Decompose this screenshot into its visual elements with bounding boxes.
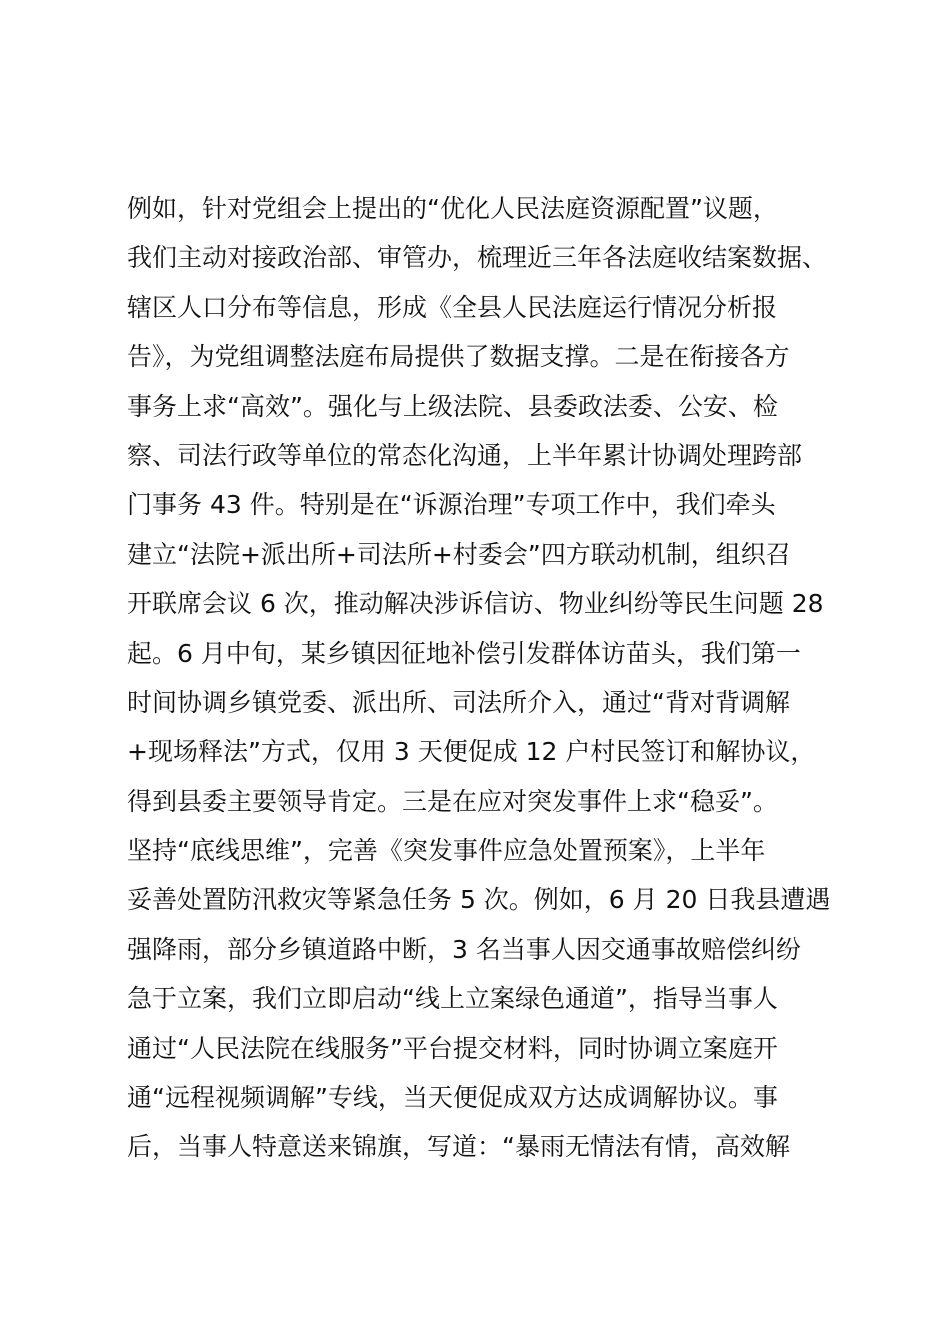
- text-line: 通过“人民法院在线服务”平台提交材料，同时协调立案庭开: [127, 1033, 778, 1063]
- text-line: 辖区人口分布等信息，形成《全县人民法庭运行情况分析报: [127, 292, 778, 322]
- text-line: 坚持“底线思维”，完善《突发事件应急处置预案》，上半年: [127, 836, 766, 866]
- text-line: 察、司法行政等单位的常态化沟通，上半年累计协调处理跨部: [127, 440, 803, 470]
- body-paragraph: [127, 184, 847, 1172]
- text-line: 妥善处置防汛救灾等紧急任务 5 次。例如，6 月 20 日我县遭遇: [127, 885, 831, 915]
- text-line: +现场释法”方式，仅用 3 天便促成 12 户村民签订和解协议，: [127, 737, 816, 767]
- text-line: 强降雨，部分乡镇道路中断，3 名当事人因交通事故赔偿纠纷: [127, 934, 801, 964]
- text-line: 例如，针对党组会上提出的“优化人民法庭资源配置”议题，: [127, 194, 778, 223]
- text-line: 得到县委主要领导肯定。三是在应对突发事件上求“稳妥”。: [127, 786, 778, 816]
- text-line: 开联席会议 6 次，推动解决涉诉信访、物业纠纷等民生问题 28: [127, 589, 824, 619]
- text-line: 建立“法院+派出所+司法所+村委会”四方联动机制，组织召: [127, 539, 791, 569]
- text-line: 告》，为党组调整法庭布局提供了数据支撑。二是在衔接各方: [127, 342, 790, 372]
- text-line: 我们主动对接政治部、审管办，梳理近三年各法庭收结案数据、: [127, 243, 828, 273]
- text-line: 门事务 43 件。特别是在“诉源治理”专项工作中，我们牵头: [127, 490, 776, 520]
- text-line: 事务上求“高效”。强化与上级法院、县委政法委、公安、检: [127, 391, 778, 421]
- text-line: 急于立案，我们立即启动“线上立案绿色通道”，指导当事人: [127, 984, 778, 1014]
- text-line: 起。6 月中旬，某乡镇因征地补偿引发群体访苗头，我们第一: [127, 638, 801, 668]
- text-line: 通“远程视频调解”专线，当天便促成双方达成调解协议。事: [127, 1083, 778, 1113]
- text-line: 时间协调乡镇党委、派出所、司法所介入，通过“背对背调解: [127, 687, 790, 717]
- text-line: 后，当事人特意送来锦旗，写道：“暴雨无情法有情，高效解: [127, 1132, 790, 1162]
